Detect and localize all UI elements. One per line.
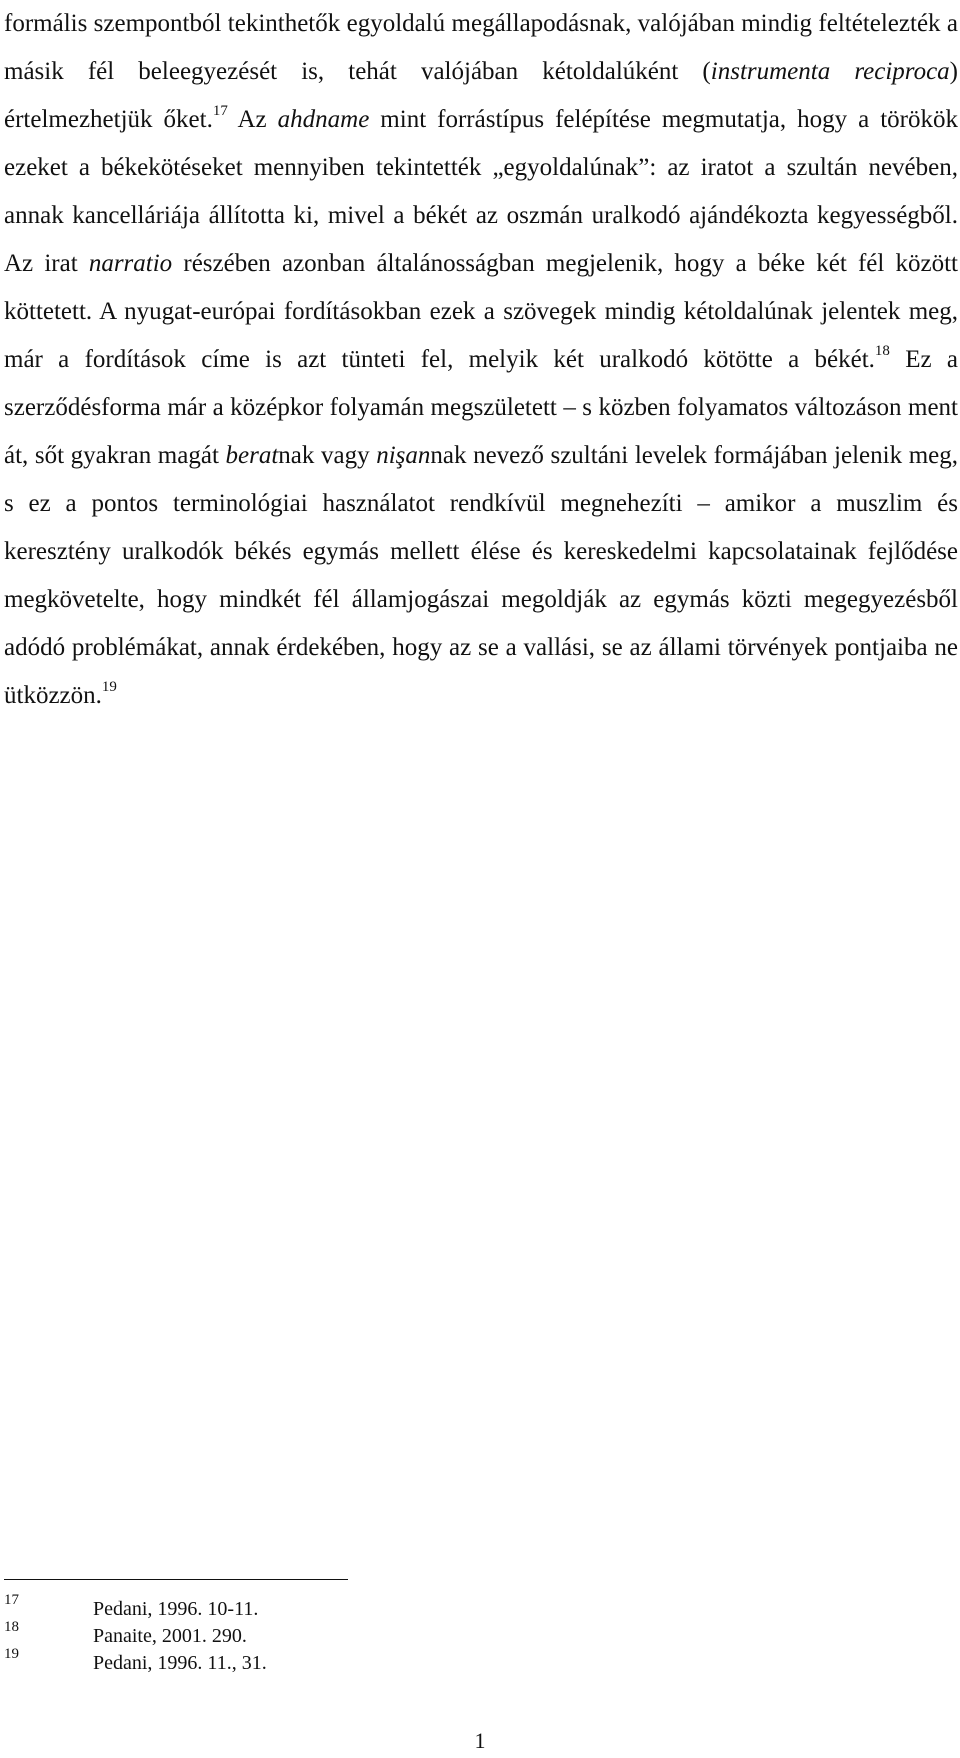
body-italic-term: nişan [376, 442, 431, 469]
body-italic-term: instrumenta reciproca [710, 58, 950, 85]
footnote-text: Pedani, 1996. 11., 31. [93, 1652, 267, 1674]
body-text-segment: Az [227, 106, 278, 133]
body-text-segment: Ez a szerződésforma már a középkor folyamán megszületett – s közben folyamatos változáson ment át, sőt gyakran magát [4, 346, 958, 469]
footnote-number: 19 [4, 1646, 19, 1662]
body-text-segment: formális szempontból tekinthetők egyoldalú megállapodásnak, valójában mindig feltételezték a másik fél beleegyezését is, tehát valójában kétoldalúként ( [4, 10, 958, 85]
body-italic-term: ahdname [277, 106, 370, 133]
body-italic-term: narratio [88, 250, 173, 277]
body-text-segment: ) értelmezhetjük őket. [4, 58, 958, 133]
footnote-text: Pedani, 1996. 10-11. [93, 1598, 259, 1620]
footnote-text: Panaite, 2001. 290. [93, 1625, 247, 1647]
footnote-divider [4, 1579, 348, 1580]
body-text-segment: nak vagy [278, 442, 377, 469]
footnote-reference: 19 [101, 679, 117, 695]
body-text-segment: nak nevező szultáni levelek formájában jelenik meg, s ez a pontos terminológiai használatot rendkívül megnehezíti – amikor a muszlim és keresztény uralkodók békés egymás mellett élése és kereskedelmi kapcsolatainak fejlődése megkövetelte, hogy mindkét fél államjogászai megoldják az egymás közti megegyezésből adódó problémákat, annak érdekében, hogy az se a vallási, se az állami törvények pontjaiba ne ütközzön. [4, 442, 958, 709]
footnote-number: 18 [4, 1619, 19, 1635]
footnote-reference: 18 [874, 343, 890, 359]
footnote-list [0, 1592, 600, 1677]
footnote-item [0, 1619, 600, 1650]
footnote-reference: 17 [212, 103, 228, 119]
body-paragraph [4, 0, 958, 720]
footnote-item [0, 1592, 600, 1623]
body-italic-term: berat [225, 442, 279, 469]
body-text-segment: mint forrástípus felépítése megmutatja, hogy a törökök ezeket a békekötéseket mennyiben tekintették „egyoldalúnak”: az iratot a szultán nevében, annak kancelláriája állította ki, mivel a békét az oszmán uralkodó ajándékozta kegyességből. Az irat [4, 106, 959, 277]
page-number: 1 [474, 1728, 486, 1753]
body-text-segment: részében azonban általánosságban megjelenik, hogy a béke két fél között köttetett. A nyugat-európai fordításokban ezek a szövegek mindig kétoldalúnak jelentek meg, már a fordítások címe is azt tünteti fel, melyik két uralkodó kötötte a békét. [4, 250, 958, 373]
footnote-item [0, 1646, 600, 1677]
footnote-number: 17 [4, 1592, 19, 1608]
